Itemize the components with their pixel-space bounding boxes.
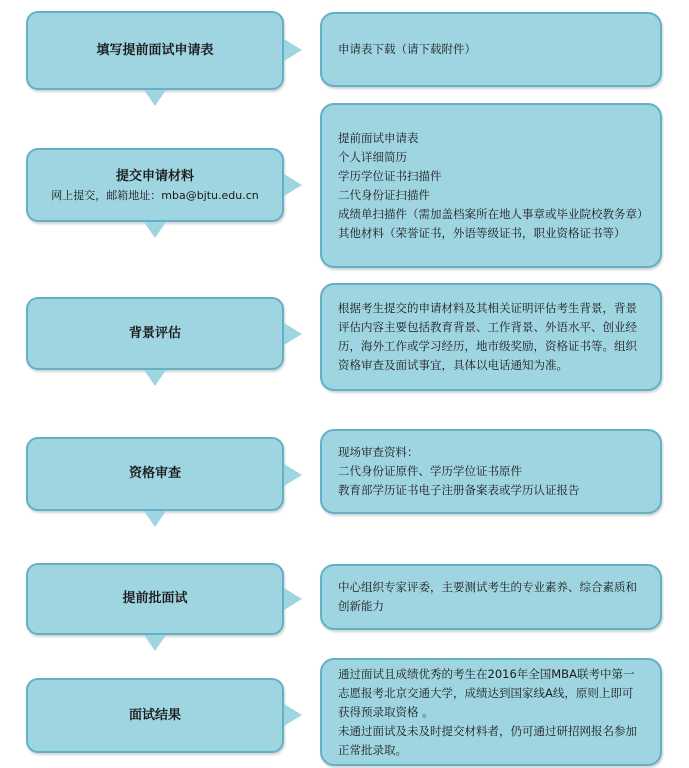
step-qualification-review	[26, 437, 284, 511]
arrow-right-icon	[284, 588, 302, 610]
arrow-right-icon	[284, 464, 302, 486]
detail-line: 根据考生提交的申请材料及其相关证明评估考生背景，背景评估内容主要包括教育背景、工作背景、外语水平、创业经历，海外工作或学习经历，地市级奖励，资格证书等。组织资格审查及面试事宜，具体以电话通知为准。	[338, 301, 637, 372]
arrow-down-icon	[144, 370, 166, 386]
step-subtitle-email: 网上提交，邮箱地址：mba@bjtu.edu.cn	[51, 188, 259, 202]
detail-line: 学历学位证书扫描件	[338, 168, 442, 183]
arrow-down-icon	[144, 90, 166, 106]
detail-box-result	[320, 658, 662, 766]
step-title: 填写提前面试申请表	[96, 42, 214, 58]
step-submit-materials	[26, 148, 284, 222]
detail-line: 教育部学历证书电子注册备案表或学历认证报告	[338, 483, 580, 497]
detail-box-interview	[320, 564, 662, 630]
arrow-right-icon	[284, 323, 302, 345]
step-title: 背景评估	[128, 325, 181, 341]
arrow-down-icon	[144, 511, 166, 527]
detail-line: 二代身份证扫描件	[338, 187, 430, 202]
detail-line: 成绩单扫描件（需加盖档案所在地人事章或毕业院校教务章）	[338, 206, 649, 221]
arrow-down-icon	[144, 222, 166, 238]
arrow-down-icon	[144, 635, 166, 651]
detail-line: 通过面试且成绩优秀的考生在2016年全国MBA联考中第一志愿报考北京交通大学，成绩达到国家线A线，原则上即可获得预录取资格 。	[338, 666, 635, 719]
detail-line: 其他材料（荣誉证书，外语等级证书，职业资格证书等）	[338, 225, 626, 240]
step-title: 提前批面试	[122, 591, 188, 606]
detail-box-assessment	[320, 283, 662, 391]
arrow-right-icon	[284, 39, 302, 61]
arrow-right-icon	[284, 704, 302, 726]
step-interview-result	[26, 678, 284, 753]
detail-line: 现场审查资料：	[338, 445, 419, 459]
detail-line: 申请表下载（请下载附件）	[338, 42, 476, 56]
step-title: 提交申请材料	[115, 168, 194, 184]
step-fill-application	[26, 11, 284, 90]
detail-line: 中心组织专家评委，主要测试考生的专业素养、综合素质和创新能力	[338, 580, 637, 613]
step-early-interview	[26, 563, 284, 635]
detail-box-review	[320, 429, 662, 514]
detail-box-download	[320, 12, 662, 87]
step-title: 资格审查	[128, 466, 181, 481]
detail-line: 个人详细简历	[338, 149, 407, 164]
detail-box-materials	[320, 103, 662, 268]
arrow-right-icon	[284, 174, 302, 196]
detail-line: 提前面试申请表	[338, 130, 419, 145]
step-background-assessment	[26, 297, 284, 370]
step-title: 面试结果	[128, 707, 181, 723]
detail-line: 二代身份证原件、学历学位证书原件	[338, 464, 522, 478]
detail-line: 未通过面试及未及时提交材料者，仍可通过研招网报名参加正常批录取。	[338, 723, 637, 757]
